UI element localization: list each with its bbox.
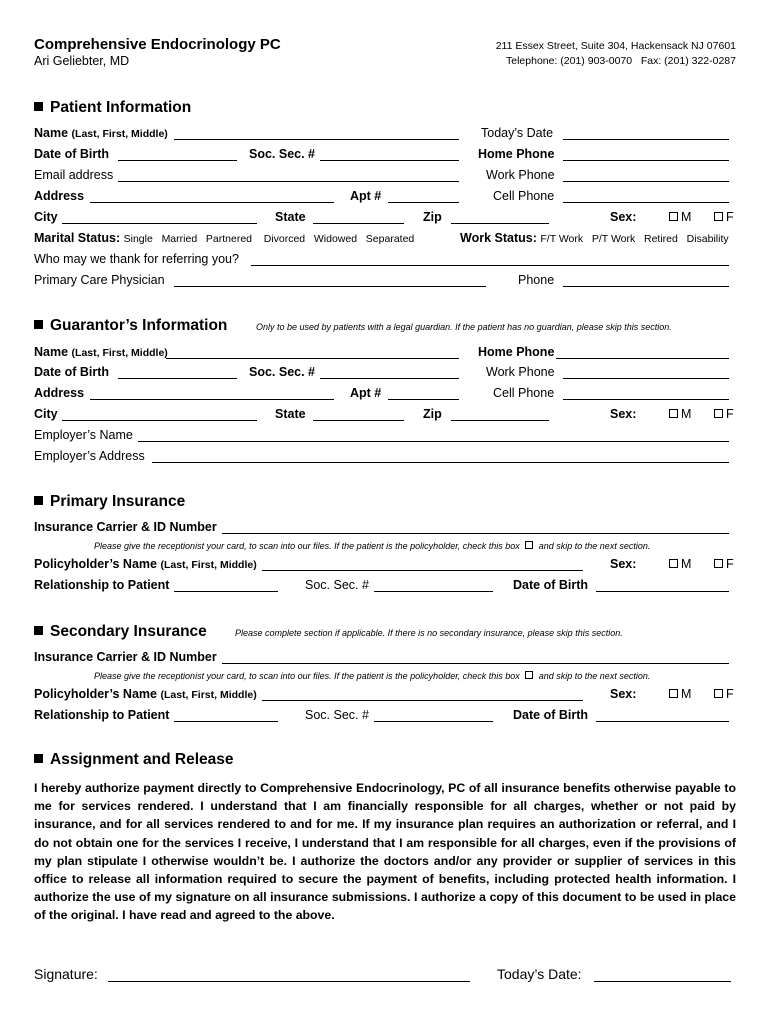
label-p-policyholder: Policyholder’s Name (Last, First, Middle) [34, 557, 257, 571]
label-address: Address [34, 189, 85, 203]
label-city: City [34, 210, 58, 224]
section-primary-insurance [34, 493, 185, 511]
checkbox-icon[interactable] [714, 689, 723, 698]
section-title: Guarantor’s Information [50, 317, 228, 334]
section-title: Secondary Insurance [50, 623, 207, 640]
label-cell-phone: Cell Phone [493, 189, 555, 203]
pcp-field[interactable] [174, 286, 486, 287]
p-sex-m-checkbox[interactable]: M [669, 557, 691, 572]
patient-cell-phone-field[interactable] [563, 202, 729, 203]
assignment-text: I hereby authorize payment directly to Comprehensive Endocrinology, PC of all insurance benefits otherwise payable to me for services rendered. I understand that I am financially responsible for all charges, whether or not paid by insurance, and for all services rendered to and for me. If my insurance plan requires an authorization or referral, and I do not obtain one for the services I receive, I understand that I am responsible for all charges, even if the provisions of my plan stipulate I otherwise wouldn’t be. I authorize the doctors and/or any provider or supplier of services in this office to release all information required to secure the payment of benefits, including protected health information. I authorize the use of my signature on all insurance submissions. I authorize a copy of this document to be used in place of the original. I have read and agreed to the above. [34, 781, 736, 923]
g-cell-phone-field[interactable] [563, 399, 729, 400]
label-signature: Signature: [34, 966, 98, 982]
label-apt: Apt # [350, 189, 382, 203]
label-zip: Zip [423, 210, 442, 224]
label-ssn: Soc. Sec. # [249, 147, 316, 161]
practice-phones: Telephone: (201) 903-0070 Fax: (201) 322-0287 [506, 55, 736, 67]
label-employer-name: Employer’s Name [34, 428, 133, 442]
label-g-state: State [275, 407, 306, 421]
s-sex-f-checkbox[interactable]: F [714, 687, 734, 702]
s-relationship-field[interactable] [174, 721, 278, 722]
s-ssn-field[interactable] [374, 721, 493, 722]
label-home-phone: Home Phone [478, 147, 555, 161]
patient-name-field[interactable] [174, 139, 459, 140]
bullet-square-icon [34, 102, 43, 111]
secondary-note: Please complete section if applicable. If there is no secondary insurance, please skip this section. [235, 628, 623, 638]
section-assignment [34, 751, 233, 769]
policyholder-checkbox[interactable] [525, 541, 533, 549]
g-name-field[interactable] [166, 358, 459, 359]
label-pcp: Primary Care Physician [34, 273, 165, 287]
label-p-dob: Date of Birth [513, 578, 588, 592]
checkbox-icon[interactable] [669, 689, 678, 698]
label-g-city: City [34, 407, 58, 421]
g-apt-field[interactable] [388, 399, 459, 400]
patient-ssn-field[interactable] [320, 160, 459, 161]
g-city-field[interactable] [62, 420, 257, 421]
label-referral: Who may we thank for referring you? [34, 252, 239, 266]
patient-apt-field[interactable] [388, 202, 459, 203]
bullet-square-icon [34, 496, 43, 505]
bullet-square-icon [34, 320, 43, 329]
g-sex-m-checkbox[interactable]: M [669, 407, 691, 422]
checkbox-icon[interactable] [669, 559, 678, 568]
patient-todays-date-field[interactable] [563, 139, 729, 140]
label-s-sex: Sex: [610, 687, 637, 701]
g-state-field[interactable] [313, 420, 404, 421]
g-dob-field[interactable] [118, 378, 237, 379]
label-g-zip: Zip [423, 407, 442, 421]
bullet-square-icon [34, 626, 43, 635]
label-work-phone: Work Phone [486, 168, 555, 182]
checkbox-icon[interactable] [669, 212, 678, 221]
s-carrier-field[interactable] [222, 663, 729, 664]
label-p-relationship: Relationship to Patient [34, 578, 170, 592]
policyholder-checkbox[interactable] [525, 671, 533, 679]
label-g-cell-phone: Cell Phone [493, 386, 555, 400]
label-name: Name (Last, First, Middle) [34, 126, 168, 140]
g-ssn-field[interactable] [320, 378, 459, 379]
label-email: Email address [34, 168, 114, 182]
label-pcp-phone: Phone [518, 273, 555, 287]
label-g-ssn: Soc. Sec. # [249, 365, 316, 379]
label-s-dob: Date of Birth [513, 708, 588, 722]
practice-address: 211 Essex Street, Suite 304, Hackensack NJ 07601 [495, 40, 736, 52]
label-g-address: Address [34, 386, 85, 400]
g-sex-f-checkbox[interactable]: F [714, 407, 734, 422]
checkbox-icon[interactable] [714, 559, 723, 568]
s-dob-field[interactable] [596, 721, 729, 722]
practice-name: Comprehensive Endocrinology PC [34, 36, 281, 53]
label-s-ssn: Soc. Sec. # [305, 708, 369, 722]
s-scan-note: Please give the receptionist your card, to scan into our files. If the patient is the policyholder, check this box and skip to the next section. [94, 671, 651, 681]
section-secondary-insurance [34, 623, 207, 641]
employer-address-field[interactable] [152, 462, 729, 463]
g-work-phone-field[interactable] [563, 378, 729, 379]
label-todays-date: Today’s Date [481, 126, 554, 140]
label-g-apt: Apt # [350, 386, 382, 400]
doctor-name: Ari Geliebter, MD [34, 54, 130, 68]
label-g-dob: Date of Birth [34, 365, 109, 379]
patient-home-phone-field[interactable] [563, 160, 729, 161]
guarantor-note: Only to be used by patients with a legal guardian. If the patient has no guardian, please skip this section. [256, 322, 672, 332]
sex-f-checkbox[interactable]: F [714, 210, 734, 225]
patient-address-field[interactable] [90, 202, 334, 203]
work-options[interactable]: F/T Work P/T Work Retired Disability [540, 233, 729, 245]
label-s-relationship: Relationship to Patient [34, 708, 170, 722]
label-p-carrier: Insurance Carrier & ID Number [34, 520, 217, 534]
label-s-carrier: Insurance Carrier & ID Number [34, 650, 217, 664]
section-guarantor [34, 317, 227, 335]
signature-field[interactable] [108, 981, 470, 982]
p-carrier-field[interactable] [222, 533, 729, 534]
label-g-home-phone: Home Phone [478, 345, 555, 359]
pcp-phone-field[interactable] [563, 286, 729, 287]
marital-options[interactable]: Single Married Partnered Divorced Widowed Separated [123, 233, 415, 245]
s-policyholder-field[interactable] [262, 700, 583, 701]
referral-field[interactable] [251, 265, 729, 266]
work-status: Work Status: F/T Work P/T Work Retired Disability [460, 231, 729, 245]
label-g-sex: Sex: [610, 407, 637, 421]
label-employer-address: Employer’s Address [34, 449, 145, 463]
marital-status: Marital Status: Single Married Partnered Divorced Widowed Separated [34, 231, 415, 245]
p-sex-f-checkbox[interactable]: F [714, 557, 734, 572]
patient-city-field[interactable] [62, 223, 257, 224]
label-dob: Date of Birth [34, 147, 109, 161]
s-sex-m-checkbox[interactable]: M [669, 687, 691, 702]
label-g-name: Name (Last, First, Middle) [34, 345, 168, 359]
sign-date-field[interactable] [594, 981, 731, 982]
p-relationship-field[interactable] [174, 591, 278, 592]
patient-state-field[interactable] [313, 223, 404, 224]
g-address-field[interactable] [90, 399, 334, 400]
sex-m-checkbox[interactable]: M [669, 210, 691, 225]
checkbox-icon[interactable] [714, 212, 723, 221]
label-sex: Sex: [610, 210, 637, 224]
label-p-ssn: Soc. Sec. # [305, 578, 369, 592]
checkbox-icon[interactable] [669, 409, 678, 418]
p-dob-field[interactable] [596, 591, 729, 592]
section-patient-information [34, 99, 191, 117]
patient-dob-field[interactable] [118, 160, 237, 161]
p-policyholder-field[interactable] [262, 570, 583, 571]
label-sign-date: Today’s Date: [497, 966, 582, 982]
bullet-square-icon [34, 754, 43, 763]
patient-work-phone-field[interactable] [563, 181, 729, 182]
patient-zip-field[interactable] [451, 223, 549, 224]
section-title: Primary Insurance [50, 493, 186, 510]
g-home-phone-field[interactable] [556, 358, 729, 359]
label-s-policyholder: Policyholder’s Name (Last, First, Middle) [34, 687, 257, 701]
section-title: Patient Information [50, 99, 192, 116]
label-g-work-phone: Work Phone [486, 365, 555, 379]
patient-email-field[interactable] [118, 181, 459, 182]
p-scan-note: Please give the receptionist your card, to scan into our files. If the patient is the policyholder, check this box and skip to the next section. [94, 541, 651, 551]
employer-name-field[interactable] [138, 441, 729, 442]
label-p-sex: Sex: [610, 557, 637, 571]
label-state: State [275, 210, 306, 224]
g-zip-field[interactable] [451, 420, 549, 421]
section-title: Assignment and Release [50, 751, 234, 768]
p-ssn-field[interactable] [374, 591, 493, 592]
checkbox-icon[interactable] [714, 409, 723, 418]
